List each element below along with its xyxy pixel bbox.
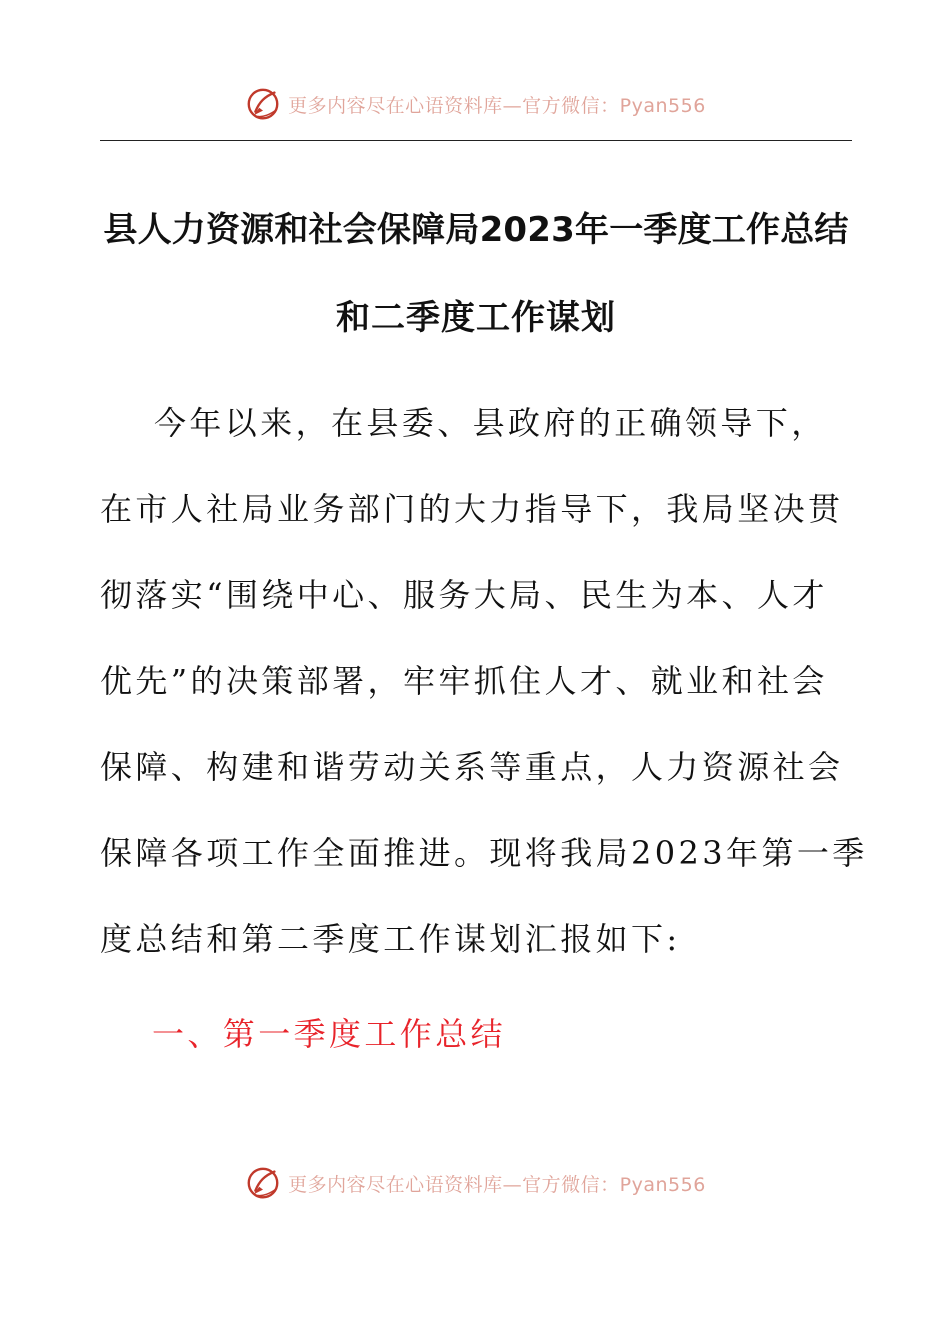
paragraph-line: 保障各项工作全面推进。现将我局2023年第一季: [100, 834, 868, 872]
watermark-wechat-id: Pyan556: [619, 1173, 706, 1196]
watermark-text: [288, 1170, 706, 1197]
watermark-text: [288, 91, 706, 118]
paragraph-line: 优先”的决策部署，牢牢抓住人才、就业和社会: [100, 662, 828, 700]
paragraph-line: 今年以来，在县委、县政府的正确领导下，: [154, 404, 827, 442]
section-heading: 一、第一季度工作总结: [152, 1015, 507, 1053]
pen-logo-icon: [244, 1164, 282, 1202]
document-title-line-1: 县人力资源和社会保障局2023年一季度工作总结: [103, 210, 849, 250]
document-title-line-2: 和二季度工作谋划: [336, 298, 616, 338]
footer-watermark: [0, 1163, 950, 1203]
header-divider: [100, 140, 852, 141]
watermark-text-cn: 更多内容尽在心语资料库—官方微信：: [288, 1173, 620, 1196]
paragraph-line: 度总结和第二季度工作谋划汇报如下:: [100, 920, 681, 958]
paragraph-line: 保障、构建和谐劳动关系等重点，人力资源社会: [100, 748, 844, 786]
intro-paragraph: [100, 395, 868, 997]
watermark-text-cn: 更多内容尽在心语资料库—官方微信：: [288, 94, 620, 117]
pen-logo-icon: [244, 85, 282, 123]
watermark-wechat-id: Pyan556: [619, 94, 706, 117]
header-watermark: [0, 84, 950, 124]
paragraph-line: 彻落实“围绕中心、服务大局、民生为本、人才: [100, 576, 828, 614]
paragraph-line: 在市人社局业务部门的大力指导下，我局坚决贯: [100, 490, 844, 528]
